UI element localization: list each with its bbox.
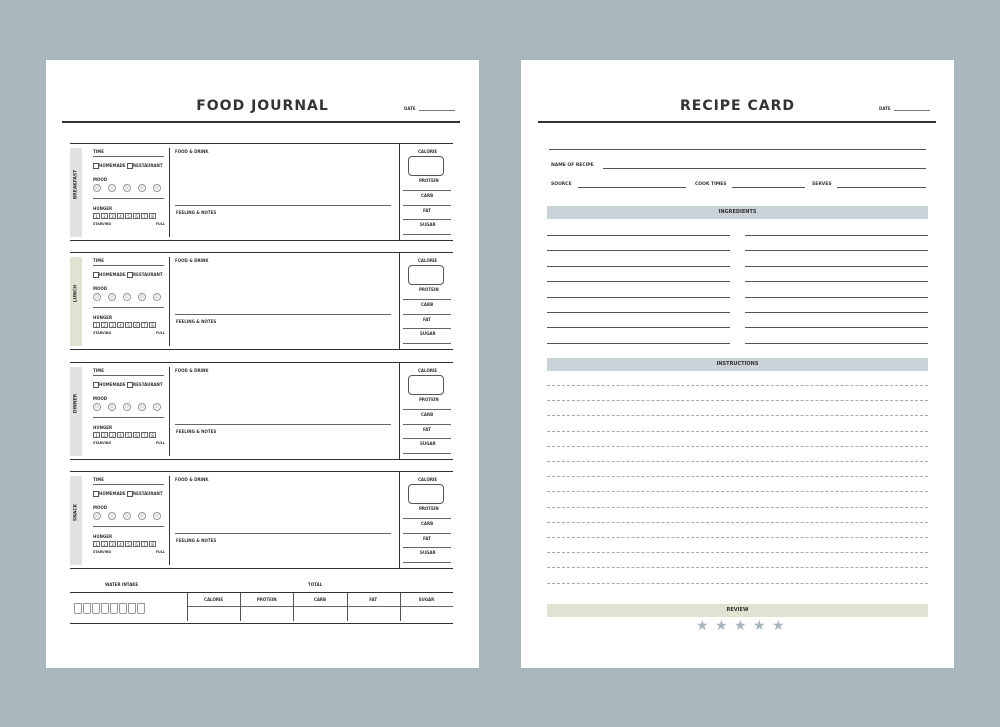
- mood-label: MOOD: [93, 177, 108, 182]
- homemade-label: HOMEMADE: [99, 491, 126, 496]
- protein-field[interactable]: [403, 299, 451, 300]
- review-header: REVIEW: [547, 604, 928, 617]
- fat-label: FAT: [423, 536, 431, 541]
- meal-side-label: [70, 476, 82, 565]
- top-line[interactable]: [549, 149, 926, 150]
- mood-face-icon[interactable]: ☺: [154, 404, 160, 409]
- ingredient-line[interactable]: [745, 266, 928, 267]
- food-journal-date: [404, 106, 455, 111]
- restaurant-label: RESTAURANT: [133, 163, 163, 168]
- hunger-scale-box[interactable]: 2: [101, 432, 108, 438]
- hunger-scale-box[interactable]: 6: [133, 432, 140, 438]
- fat-label: FAT: [423, 317, 431, 322]
- serves-label: SERVES: [812, 182, 832, 187]
- cook-times-field[interactable]: [732, 187, 805, 188]
- hunger-scale-box[interactable]: 1: [93, 322, 100, 328]
- ingredient-line[interactable]: [745, 250, 928, 251]
- mood-line: [93, 198, 164, 199]
- hunger-label: HUNGER: [93, 206, 113, 211]
- sugar-field[interactable]: [403, 343, 451, 344]
- hunger-scale-box[interactable]: 3: [109, 541, 116, 547]
- mood-face-icon[interactable]: ☺: [109, 185, 115, 190]
- mood-face-icon[interactable]: ☺: [154, 294, 160, 299]
- mood-line: [93, 417, 164, 418]
- protein-label: PROTEIN: [419, 397, 439, 402]
- carb-label: CARB: [421, 302, 434, 307]
- calorie-field[interactable]: [408, 156, 444, 176]
- hunger-scale-box[interactable]: 6: [133, 322, 140, 328]
- name-of-recipe-label: NAME OF RECIPE: [551, 163, 594, 168]
- hunger-scale-box[interactable]: 7: [141, 541, 148, 547]
- water-glass-icon[interactable]: [128, 603, 136, 614]
- calorie-label: CALORIE: [418, 368, 438, 373]
- water-intake-label: WATER INTAKE: [105, 582, 139, 587]
- ingredient-line[interactable]: [745, 297, 928, 298]
- carb-field[interactable]: [403, 533, 451, 534]
- feeling-notes-label: FEELING & NOTES: [176, 538, 217, 543]
- mood-face-icon[interactable]: ☺: [124, 404, 130, 409]
- mood-face-icon[interactable]: ☺: [109, 513, 115, 518]
- hunger-scale-box[interactable]: 5: [125, 432, 132, 438]
- fat-field[interactable]: [403, 328, 451, 329]
- hunger-scale-box[interactable]: 2: [101, 541, 108, 547]
- meal-section-1: [70, 252, 453, 350]
- ingredient-line[interactable]: [547, 266, 730, 267]
- instruction-line[interactable]: [547, 431, 928, 432]
- instruction-line[interactable]: [547, 583, 928, 584]
- instruction-line[interactable]: [547, 537, 928, 538]
- hunger-scale-box[interactable]: 6: [133, 541, 140, 547]
- review-star-icon[interactable]: ★: [696, 618, 709, 634]
- starving-label: STARVING: [93, 222, 112, 226]
- date-label: DATE: [879, 106, 891, 111]
- name-of-recipe-field[interactable]: [603, 168, 926, 169]
- hunger-scale-box[interactable]: 8: [149, 432, 156, 438]
- date-label: DATE: [404, 106, 416, 111]
- hunger-label: HUNGER: [93, 315, 113, 320]
- hunger-scale-box[interactable]: 1: [93, 541, 100, 547]
- mood-face-icon[interactable]: ☺: [139, 404, 145, 409]
- instruction-line[interactable]: [547, 491, 928, 492]
- hunger-scale-box[interactable]: 4: [117, 322, 124, 328]
- mood-line: [93, 526, 164, 527]
- food-drink-label: FOOD & DRINK: [175, 368, 209, 373]
- mood-face-icon[interactable]: ☺: [154, 185, 160, 190]
- meal-side-label: [70, 257, 82, 346]
- instruction-line[interactable]: [547, 415, 928, 416]
- recipe-card-date: [879, 106, 930, 111]
- title-divider: [62, 121, 460, 123]
- review-star-icon[interactable]: ★: [753, 618, 766, 634]
- full-label: FULL: [156, 222, 165, 226]
- restaurant-label: RESTAURANT: [133, 382, 163, 387]
- carb-field[interactable]: [403, 314, 451, 315]
- summary-value-field[interactable]: [347, 607, 400, 621]
- meal-name: SNACK: [73, 503, 79, 522]
- food-drink-label: FOOD & DRINK: [175, 477, 209, 482]
- mood-face-icon[interactable]: ☺: [94, 404, 100, 409]
- total-label: TOTAL: [308, 582, 323, 587]
- hunger-scale-box[interactable]: 3: [109, 213, 116, 219]
- summary-column-header: PROTEIN: [256, 597, 277, 602]
- starving-label: STARVING: [93, 441, 112, 445]
- sugar-field[interactable]: [403, 234, 451, 235]
- hunger-scale-box[interactable]: 4: [117, 541, 124, 547]
- review-star-icon[interactable]: ★: [734, 618, 747, 634]
- water-glass-icon[interactable]: [92, 603, 100, 614]
- time-field[interactable]: [93, 484, 164, 485]
- food-drink-field[interactable]: [175, 205, 391, 206]
- time-label: TIME: [93, 149, 104, 154]
- column-divider: [169, 257, 170, 346]
- summary-column-header: SUGAR: [418, 597, 435, 602]
- column-divider: [399, 363, 400, 459]
- fat-label: FAT: [423, 427, 431, 432]
- mood-label: MOOD: [93, 286, 108, 291]
- homemade-label: HOMEMADE: [99, 272, 126, 277]
- feeling-notes-label: FEELING & NOTES: [176, 210, 217, 215]
- homemade-label: HOMEMADE: [99, 163, 126, 168]
- mood-label: MOOD: [93, 396, 108, 401]
- carb-field[interactable]: [403, 205, 451, 206]
- mood-face-icon[interactable]: ☺: [124, 185, 130, 190]
- hunger-scale-box[interactable]: 1: [93, 213, 100, 219]
- time-label: TIME: [93, 477, 104, 482]
- source-label: SOURCE: [551, 182, 572, 187]
- calorie-label: CALORIE: [418, 149, 438, 154]
- hunger-scale-box[interactable]: 5: [125, 541, 132, 547]
- mood-face-icon[interactable]: ☺: [139, 185, 145, 190]
- review-star-icon[interactable]: ★: [715, 618, 728, 634]
- mood-label: MOOD: [93, 505, 108, 510]
- cook-times-label: COOK TIMES: [695, 182, 727, 187]
- starving-label: STARVING: [93, 331, 112, 335]
- ingredient-line[interactable]: [745, 327, 928, 328]
- restaurant-label: RESTAURANT: [133, 491, 163, 496]
- hunger-scale-box[interactable]: 8: [149, 541, 156, 547]
- column-divider: [399, 472, 400, 568]
- food-journal-page: [46, 60, 479, 668]
- recipe-card-title: RECIPE CARD: [679, 98, 796, 114]
- hunger-scale-box[interactable]: 8: [149, 213, 156, 219]
- mood-face-icon[interactable]: ☺: [139, 513, 145, 518]
- sugar-field[interactable]: [403, 562, 451, 563]
- mood-face-icon[interactable]: ☺: [109, 294, 115, 299]
- ingredient-line[interactable]: [745, 312, 928, 313]
- water-glass-icon[interactable]: [74, 603, 82, 614]
- sugar-field[interactable]: [403, 453, 451, 454]
- meal-section-2: [70, 362, 453, 460]
- date-field[interactable]: [894, 110, 930, 111]
- ingredient-line[interactable]: [547, 312, 730, 313]
- hunger-scale-box[interactable]: 2: [101, 213, 108, 219]
- hunger-label: HUNGER: [93, 534, 113, 539]
- sugar-label: SUGAR: [420, 441, 436, 446]
- hunger-scale-box[interactable]: 7: [141, 322, 148, 328]
- summary-column-header: FAT: [369, 597, 378, 602]
- hunger-scale-box[interactable]: 5: [125, 213, 132, 219]
- food-journal-title: FOOD JOURNAL: [196, 98, 329, 114]
- summary-value-field[interactable]: [400, 607, 453, 621]
- hunger-label: HUNGER: [93, 425, 113, 430]
- food-drink-field[interactable]: [175, 533, 391, 534]
- hunger-scale-box[interactable]: 8: [149, 322, 156, 328]
- mood-face-icon[interactable]: ☺: [139, 294, 145, 299]
- homemade-label: HOMEMADE: [99, 382, 126, 387]
- water-glass-icon[interactable]: [110, 603, 118, 614]
- full-label: FULL: [156, 550, 165, 554]
- starving-label: STARVING: [93, 550, 112, 554]
- carb-field[interactable]: [403, 424, 451, 425]
- ingredient-line[interactable]: [547, 281, 730, 282]
- full-label: FULL: [156, 331, 165, 335]
- fat-label: FAT: [423, 208, 431, 213]
- ingredient-line[interactable]: [745, 281, 928, 282]
- summary-value-field[interactable]: [293, 607, 346, 621]
- instruction-line[interactable]: [547, 507, 928, 508]
- mood-face-icon[interactable]: ☺: [109, 404, 115, 409]
- water-glass-icon[interactable]: [83, 603, 91, 614]
- column-divider: [169, 476, 170, 565]
- ingredient-line[interactable]: [547, 235, 730, 236]
- protein-label: PROTEIN: [419, 178, 439, 183]
- time-label: TIME: [93, 258, 104, 263]
- hunger-scale-box[interactable]: 6: [133, 213, 140, 219]
- sugar-label: SUGAR: [420, 550, 436, 555]
- hunger-scale-box[interactable]: 4: [117, 432, 124, 438]
- serves-field[interactable]: [837, 187, 926, 188]
- sugar-label: SUGAR: [420, 222, 436, 227]
- title-divider: [538, 121, 936, 123]
- calorie-label: CALORIE: [418, 258, 438, 263]
- instruction-line[interactable]: [547, 476, 928, 477]
- protein-label: PROTEIN: [419, 506, 439, 511]
- ingredient-line[interactable]: [745, 235, 928, 236]
- ingredient-line[interactable]: [745, 343, 928, 344]
- summary-table: [70, 592, 453, 624]
- instruction-line[interactable]: [547, 522, 928, 523]
- column-divider: [399, 144, 400, 240]
- instruction-line[interactable]: [547, 446, 928, 447]
- meal-name: BREAKFAST: [73, 169, 79, 200]
- time-label: TIME: [93, 368, 104, 373]
- water-glass-icon[interactable]: [137, 603, 145, 614]
- calorie-field[interactable]: [408, 484, 444, 504]
- meal-name: LUNCH: [73, 284, 79, 303]
- calorie-field[interactable]: [408, 375, 444, 395]
- mood-face-icon[interactable]: ☺: [154, 513, 160, 518]
- water-glass-icon[interactable]: [101, 603, 109, 614]
- hunger-scale-box[interactable]: 3: [109, 432, 116, 438]
- carb-label: CARB: [421, 193, 434, 198]
- hunger-scale-box[interactable]: 7: [141, 213, 148, 219]
- protein-field[interactable]: [403, 518, 451, 519]
- instruction-line[interactable]: [547, 552, 928, 553]
- instructions-header: INSTRUCTIONS: [547, 358, 928, 371]
- hunger-scale-box[interactable]: 2: [101, 322, 108, 328]
- protein-field[interactable]: [403, 409, 451, 410]
- ingredients-header: INGREDIENTS: [547, 206, 928, 219]
- instruction-line[interactable]: [547, 400, 928, 401]
- meal-name: DINNER: [73, 393, 79, 414]
- ingredient-line[interactable]: [547, 343, 730, 344]
- food-drink-label: FOOD & DRINK: [175, 258, 209, 263]
- sugar-label: SUGAR: [420, 331, 436, 336]
- carb-label: CARB: [421, 521, 434, 526]
- mood-line: [93, 307, 164, 308]
- feeling-notes-label: FEELING & NOTES: [176, 319, 217, 324]
- full-label: FULL: [156, 441, 165, 445]
- recipe-card-page: [521, 60, 954, 668]
- summary-column-header: CARB: [313, 597, 327, 602]
- column-divider: [169, 148, 170, 237]
- feeling-notes-label: FEELING & NOTES: [176, 429, 217, 434]
- date-field[interactable]: [419, 110, 455, 111]
- mood-face-icon[interactable]: ☺: [94, 294, 100, 299]
- mood-face-icon[interactable]: ☺: [124, 294, 130, 299]
- hunger-scale-box[interactable]: 4: [117, 213, 124, 219]
- restaurant-label: RESTAURANT: [133, 272, 163, 277]
- ingredient-line[interactable]: [547, 297, 730, 298]
- source-field[interactable]: [578, 187, 686, 188]
- instruction-line[interactable]: [547, 385, 928, 386]
- column-divider: [399, 253, 400, 349]
- hunger-scale-box[interactable]: 1: [93, 432, 100, 438]
- protein-field[interactable]: [403, 190, 451, 191]
- food-drink-label: FOOD & DRINK: [175, 149, 209, 154]
- fat-field[interactable]: [403, 219, 451, 220]
- food-drink-field[interactable]: [175, 424, 391, 425]
- meal-section-3: [70, 471, 453, 569]
- mood-face-icon[interactable]: ☺: [94, 513, 100, 518]
- summary-column-header: CALORIE: [204, 597, 224, 602]
- ingredient-line[interactable]: [547, 327, 730, 328]
- mood-face-icon[interactable]: ☺: [94, 185, 100, 190]
- review-star-icon[interactable]: ★: [772, 618, 785, 634]
- meal-section-0: [70, 143, 453, 241]
- instruction-line[interactable]: [547, 461, 928, 462]
- fat-field[interactable]: [403, 547, 451, 548]
- instruction-line[interactable]: [547, 567, 928, 568]
- calorie-field[interactable]: [408, 265, 444, 285]
- protein-label: PROTEIN: [419, 287, 439, 292]
- food-drink-field[interactable]: [175, 314, 391, 315]
- meal-side-label: [70, 148, 82, 237]
- column-divider: [169, 367, 170, 456]
- mood-face-icon[interactable]: ☺: [124, 513, 130, 518]
- meal-side-label: [70, 367, 82, 456]
- calorie-label: CALORIE: [418, 477, 438, 482]
- time-field[interactable]: [93, 156, 164, 157]
- summary-value-field[interactable]: [187, 607, 240, 621]
- carb-label: CARB: [421, 412, 434, 417]
- hunger-scale-box[interactable]: 5: [125, 322, 132, 328]
- summary-value-field[interactable]: [240, 607, 293, 621]
- fat-field[interactable]: [403, 438, 451, 439]
- ingredient-line[interactable]: [547, 250, 730, 251]
- time-field[interactable]: [93, 375, 164, 376]
- hunger-scale-box[interactable]: 3: [109, 322, 116, 328]
- hunger-scale-box[interactable]: 7: [141, 432, 148, 438]
- water-glass-icon[interactable]: [119, 603, 127, 614]
- time-field[interactable]: [93, 265, 164, 266]
